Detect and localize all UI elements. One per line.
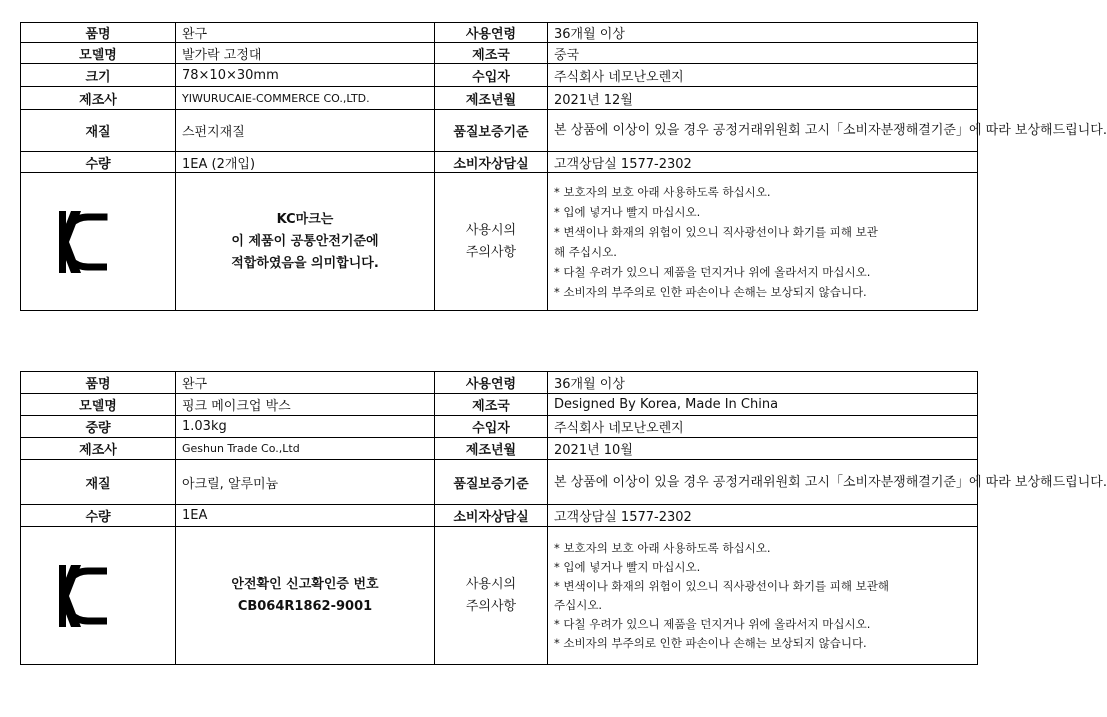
label-weight: 중량: [21, 416, 176, 438]
list-item: * 입에 넣거나 빨지 마십시오.: [554, 204, 701, 219]
label-model: 모델명: [21, 43, 176, 64]
table-row: [21, 438, 978, 460]
table-row: [21, 43, 978, 64]
table-row: [21, 87, 978, 110]
table-row: [21, 64, 978, 87]
value-size: 78×10×30mm: [176, 64, 435, 87]
list-item: 해 주십시오.: [554, 244, 617, 259]
value-weight: 1.03kg: [176, 416, 435, 438]
caution-label-line: 사용시의: [465, 576, 517, 592]
caution-label-line: 사용시의: [465, 222, 517, 238]
label-manufacturer: 제조사: [21, 87, 176, 110]
cert-number: CB064R1862-9001: [237, 598, 373, 614]
label-product-name: 품명: [21, 23, 176, 43]
list-item: * 입에 넣거나 빨지 마십시오.: [554, 559, 701, 574]
value-product-name: 완구: [176, 23, 435, 43]
label-model: 모델명: [21, 394, 176, 416]
value-material: 스펀지재질: [176, 110, 435, 152]
value-quantity: 1EA (2개입): [176, 152, 435, 173]
label-country: 제조국: [435, 394, 548, 416]
value-manufacturer: Geshun Trade Co.,Ltd: [176, 438, 435, 460]
label-consumer-center: 소비자상담실: [435, 152, 548, 173]
list-item: * 소비자의 부주의로 인한 파손이나 손해는 보상되지 않습니다.: [554, 284, 867, 299]
value-model: 발가락 고정대: [176, 43, 435, 64]
value-importer: 주식회사 네모난오렌지: [548, 64, 978, 87]
value-material: 아크릴, 알루미늄: [176, 460, 435, 505]
caution-label: [435, 173, 548, 311]
label-quality: 품질보증기준: [435, 110, 548, 152]
value-age: 36개월 이상: [548, 23, 978, 43]
label-consumer-center: 소비자상담실: [435, 505, 548, 527]
value-quality: 본 상품에 이상이 있을 경우 공정거래위원회 고시「소비자분쟁해결기준」에 따라 보상해드립니다.: [548, 460, 978, 505]
value-country: 중국: [548, 43, 978, 64]
kc-mark-icon: [57, 563, 109, 629]
product-info-table-1: [20, 22, 1107, 311]
safety-cert-number: [176, 527, 435, 665]
table-row: [21, 372, 978, 394]
label-age: 사용연령: [435, 23, 548, 43]
list-item: * 보호자의 보호 아래 사용하도록 하십시오.: [554, 184, 771, 199]
kc-text-line: 적합하였음을 의미합니다.: [231, 255, 379, 271]
value-importer: 주식회사 네모난오렌지: [548, 416, 978, 438]
value-country: Designed By Korea, Made In China: [548, 394, 978, 416]
label-mfg-date: 제조년월: [435, 87, 548, 110]
caution-list: [548, 527, 978, 665]
label-material: 재질: [21, 110, 176, 152]
kc-description: [176, 173, 435, 311]
table-row: [21, 416, 978, 438]
caution-label: [435, 527, 548, 665]
kc-text-line: 이 제품이 공통안전기준에: [231, 233, 379, 249]
label-material: 재질: [21, 460, 176, 505]
caution-list: [548, 173, 978, 311]
label-age: 사용연령: [435, 372, 548, 394]
table-row: [21, 460, 978, 505]
kc-text-line: KC마크는: [276, 211, 334, 227]
value-age: 36개월 이상: [548, 372, 978, 394]
label-importer: 수입자: [435, 416, 548, 438]
table-row: [21, 527, 978, 665]
list-item: * 소비자의 부주의로 인한 파손이나 손해는 보상되지 않습니다.: [554, 635, 867, 650]
table-row: [21, 173, 978, 311]
cert-text-line: 안전확인 신고확인증 번호: [231, 576, 379, 592]
table-row: [21, 110, 978, 152]
value-manufacturer: YIWURUCAIE-COMMERCE CO.,LTD.: [176, 87, 435, 110]
label-country: 제조국: [435, 43, 548, 64]
list-item: 주십시오.: [554, 597, 603, 612]
list-item: * 다칠 우려가 있으니 제품을 던지거나 위에 올라서지 마십시오.: [554, 264, 871, 279]
value-mfg-date: 2021년 12월: [548, 87, 978, 110]
product-info-table-2: [20, 371, 1107, 665]
table-row: [21, 23, 978, 43]
value-model: 핑크 메이크업 박스: [176, 394, 435, 416]
label-quality: 품질보증기준: [435, 460, 548, 505]
table-row: [21, 394, 978, 416]
label-manufacturer: 제조사: [21, 438, 176, 460]
label-size: 크기: [21, 64, 176, 87]
label-quantity: 수량: [21, 505, 176, 527]
list-item: * 변색이나 화재의 위험이 있으니 직사광선이나 화기를 피해 보관해: [554, 578, 889, 593]
value-product-name: 완구: [176, 372, 435, 394]
table-row: [21, 152, 978, 173]
caution-label-line: 주의사항: [465, 598, 517, 614]
list-item: * 보호자의 보호 아래 사용하도록 하십시오.: [554, 540, 771, 555]
table-row: [21, 505, 978, 527]
value-quality: 본 상품에 이상이 있을 경우 공정거래위원회 고시「소비자분쟁해결기준」에 따라 보상해드립니다.: [548, 110, 978, 152]
label-product-name: 품명: [21, 372, 176, 394]
value-mfg-date: 2021년 10월: [548, 438, 978, 460]
kc-logo-cell: [21, 173, 176, 311]
kc-mark-icon: [57, 209, 109, 275]
value-consumer-center: 고객상담실 1577-2302: [548, 152, 978, 173]
caution-label-line: 주의사항: [465, 244, 517, 260]
value-consumer-center: 고객상담실 1577-2302: [548, 505, 978, 527]
label-quantity: 수량: [21, 152, 176, 173]
label-importer: 수입자: [435, 64, 548, 87]
list-item: * 다칠 우려가 있으니 제품을 던지거나 위에 올라서지 마십시오.: [554, 616, 871, 631]
value-quantity: 1EA: [176, 505, 435, 527]
label-mfg-date: 제조년월: [435, 438, 548, 460]
list-item: * 변색이나 화재의 위험이 있으니 직사광선이나 화기를 피해 보관: [554, 224, 878, 239]
kc-logo-cell: [21, 527, 176, 665]
